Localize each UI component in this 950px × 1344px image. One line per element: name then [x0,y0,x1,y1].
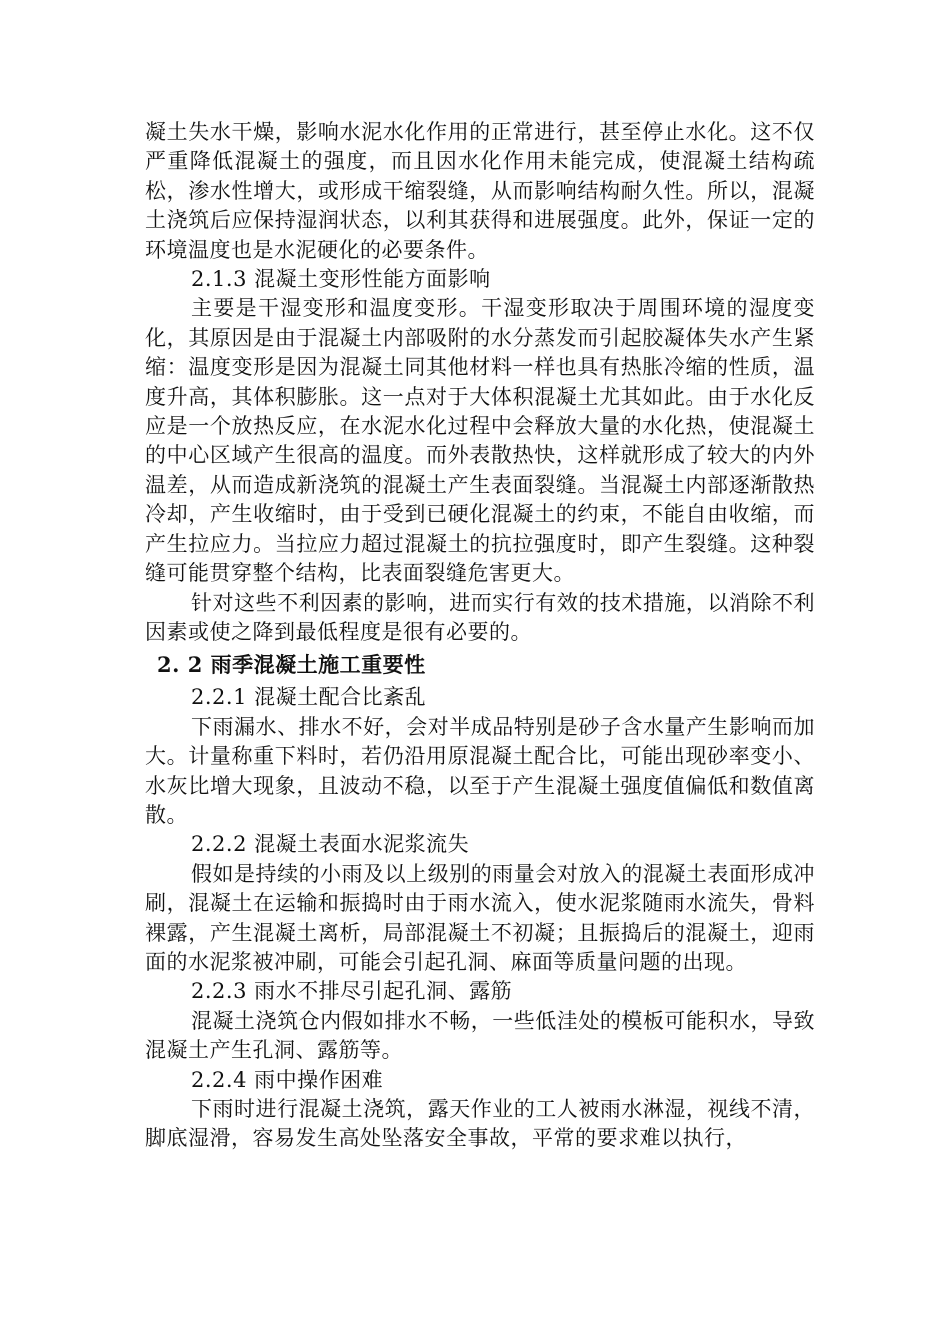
subheading-2-1-3: 2.1.3 混凝土变形性能方面影响 [191,267,491,292]
document-body [145,118,815,1154]
paragraph-drainage: 混凝土浇筑仓内假如排水不畅，一些低洼处的模板可能积水，导致混凝土产生孔洞、露筋等。 [145,1008,815,1063]
subheading-2-2-4: 2.2.4 雨中操作困难 [191,1067,384,1092]
paragraph-deformation: 主要是干湿变形和温度变形。干湿变形取决于周围环境的湿度变化，其原因是由于混凝土内部吸附的水分蒸发而引起胶凝体失水产生紧缩：温度变形是因为混凝土同其他材料一样也具有热胀冷缩的性质，温度升高，其体积膨胀。这一点对于大体积混凝土尤其如此。由于水化反应是一个放热反应，在水泥水化过程中会释放大量的水化热，使混凝土的中心区域产生很高的温度。而外表散热快，这样就形成了较大的内外温差，从而造成新浇筑的混凝土产生表面裂缝。当混凝土内部逐渐散热冷却，产生收缩时，由于受到已硬化混凝土的约束，不能自由收缩，而产生拉应力。当拉应力超过混凝土的抗拉强度时，即产生裂缝。这种裂缝可能贯穿整个结构，比表面裂缝危害更大。 [145,296,815,586]
paragraph-continuation: 凝土失水干燥，影响水泥水化作用的正常进行，甚至停止水化。这不仅严重降低混凝土的强度，而且因水化作用未能完成，使混凝土结构疏松，渗水性增大，或形成干缩裂缝，从而影响结构耐久性。所以，混凝土浇筑后应保持湿润状态，以利其获得和进展强度。此外，保证一定的环境温度也是水泥硬化的必要条件。 [145,120,815,262]
subheading-2-2-2: 2.2.2 混凝土表面水泥浆流失 [191,832,470,857]
section-heading-2-2: 2. 2 雨季混凝土施工重要性 [157,652,426,678]
subheading-2-2-3: 2.2.3 雨水不排尽引起孔洞、露筋 [191,979,513,1004]
paragraph-slurry-loss: 假如是持续的小雨及以上级别的雨量会对放入的混凝土表面形成冲刷，混凝土在运输和振捣时由于雨水流入，使水泥浆随雨水流失，骨料裸露，产生混凝土离析，局部混凝土不初凝；且振捣后的混凝土，迎雨面的水泥浆被冲刷，可能会引起孔洞、麻面等质量问题的出现。 [145,861,815,974]
paragraph-operation: 下雨时进行混凝土浇筑，露天作业的工人被雨水淋湿，视线不清，脚底湿滑，容易发生高处坠落安全事故，平常的要求难以执行， [145,1097,815,1151]
paragraph-measures: 针对这些不利因素的影响，进而实行有效的技术措施，以消除不利因素或使之降到最低程度是很有必要的。 [145,590,815,644]
paragraph-mix-ratio: 下雨漏水、排水不好，会对半成品特别是砂子含水量产生影响而加大。计量称重下料时，若仍沿用原混凝土配合比，可能出现砂率变小、水灰比增大现象，且波动不稳，以至于产生混凝土强度值偏低和数值离散。 [145,714,815,827]
subheading-2-2-1: 2.2.1 混凝土配合比紊乱 [191,685,427,710]
